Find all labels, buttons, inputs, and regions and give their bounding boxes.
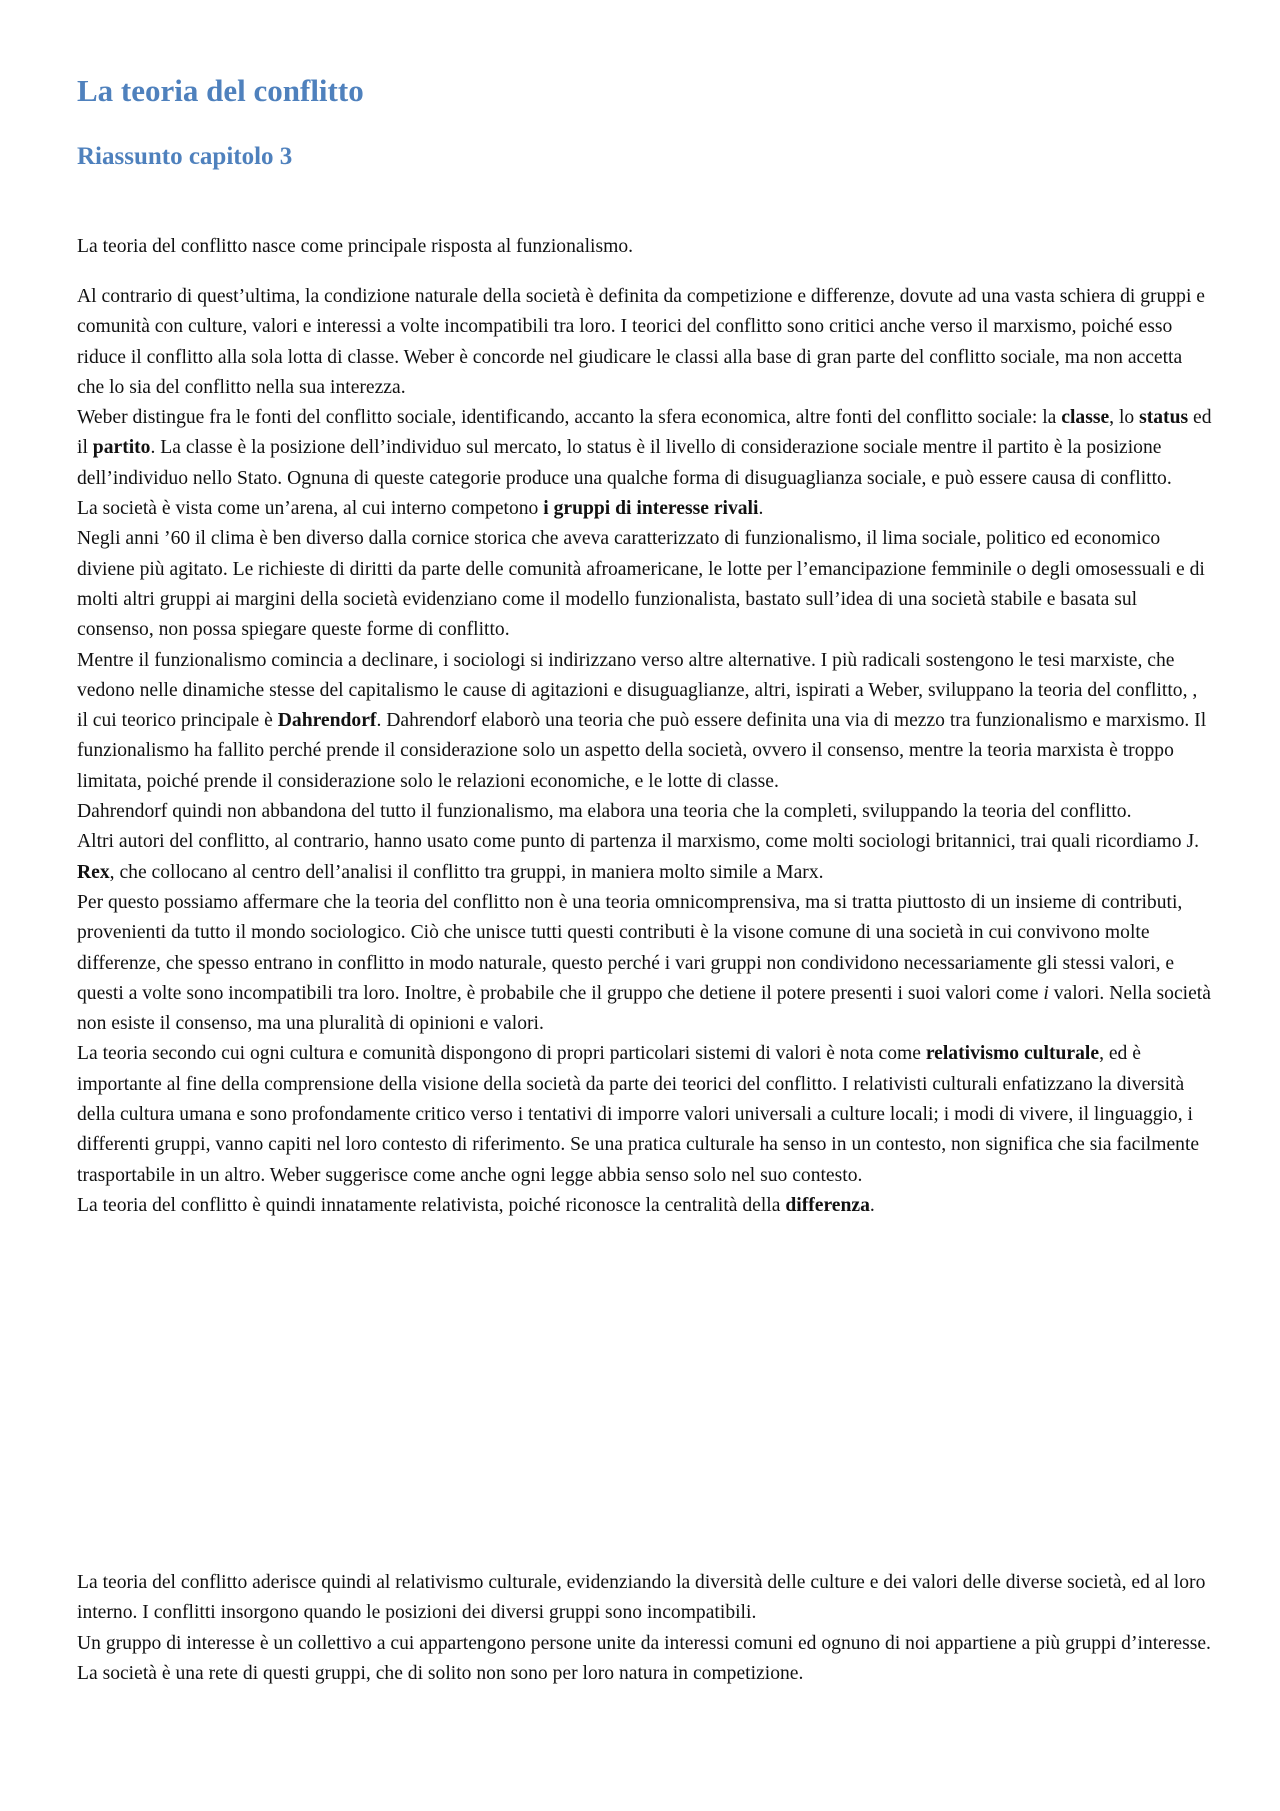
text-run: ed il	[77, 407, 1212, 459]
paragraph-weber-sources	[77, 403, 1213, 494]
term-differenza: differenza	[785, 1194, 870, 1216]
paragraph-rex	[77, 827, 1213, 888]
main-text-block	[77, 282, 1213, 1221]
text-run: La teoria secondo cui ogni cultura e comunità dispongono di propri particolari sistemi di valori è nota come	[77, 1043, 926, 1065]
text-run: Mentre il funzionalismo comincia a declinare, i sociologi si indirizzano verso altre alternative. I più radicali sostengono le tesi marxiste, che vedono nelle dinamiche stesse del capitalismo le cause di agitazioni e disuguaglianze, altri, ispirati a Weber, sviluppano la teoria del conflitto, , il cui teorico principale è	[77, 649, 1198, 732]
document-title: La teoria del conflitto	[77, 73, 364, 108]
emphasis-i: i	[1043, 982, 1049, 1004]
text-run: Altri autori del conflitto, al contrario, hanno usato come punto di partenza il marxismo, come molti sociologi britannici, trai quali ricordiamo J.	[77, 831, 1200, 853]
paragraph-interest-groups: Un gruppo di interesse è un collettivo a cui appartengono persone unite da interessi comuni ed ognuno di noi appartiene a più gruppi d’interesse. La società è una rete di questi gruppi, che di solito non sono per loro natura in competizione.	[77, 1632, 1211, 1684]
paragraph-relativism	[77, 1039, 1213, 1190]
term-classe: classe	[1061, 407, 1110, 429]
term-status: status	[1139, 407, 1189, 429]
paragraph-arena	[77, 494, 1213, 524]
paragraph-dahrendorf-functionalism: Dahrendorf quindi non abbandona del tutto il funzionalismo, ma elabora una teoria che la completi, sviluppando la teoria del conflitto.	[77, 801, 1132, 823]
paragraph-sixties: Negli anni ’60 il clima è ben diverso dalla cornice storica che aveva caratterizzato di funzionalismo, il lima sociale, politico ed economico diviene più agitato. Le richieste di diritti da parte delle comunità afroamericane, le lotte per l’emancipazione femminile o degli omosessuali e di molti altri gruppi ai margini della società evidenziano come il modello funzionalista, bastato sull’idea di una società stabile e basata sul consenso, non possa spiegare queste forme di conflitto.	[77, 528, 1205, 641]
intro-block	[77, 232, 1213, 262]
term-rex: Rex	[77, 861, 110, 883]
text-run: , che collocano al centro dell’analisi il conflitto tra gruppi, in maniera molto simile a Marx.	[109, 861, 824, 883]
text-run: .	[869, 1194, 875, 1216]
intro-paragraph: La teoria del conflitto nasce come principale risposta al funzionalismo.	[77, 236, 634, 257]
text-run: Per questo possiamo affermare che la teoria del conflitto non è una teoria omnicomprensiva, ma si tratta piuttosto di un insieme di contributi, provenienti da tutto il mondo sociologico. Ciò che unisce tutti questi contributi è la visone comune di una società in cui convivono molte differenze, che spesso entrano in conflitto in modo naturale, questo perché i vari gruppi non condividono necessariamente gli stessi valori, e questi a volte sono incompatibili tra loro. Inoltre, è probabile che il gruppo che detiene il potere presenti i suoi valori come	[77, 891, 1183, 1004]
text-run: valori. Nella società non esiste il consenso, ma una pluralità di opinioni e valori.	[77, 982, 1211, 1035]
paragraph-contributions	[77, 888, 1213, 1039]
text-run: La teoria del conflitto è quindi innatamente relativista, poiché riconosce la centralità della	[77, 1194, 786, 1216]
text-run: . La classe è la posizione dell’individuo sul mercato, lo status è il livello di considerazione sociale mentre il partito è la posizione dell’individuo nello Stato. Ognuna di queste categorie produce una qualche forma di disuguaglianza sociale, e può essere causa di conflitto.	[77, 437, 1172, 489]
text-run: , lo	[1109, 407, 1140, 429]
paragraph-dahrendorf	[77, 646, 1213, 797]
text-run: . Dahrendorf elaborò una teoria che può essere definita una via di mezzo tra funzionalismo e marxismo. Il funzionalismo ha fallito perché prende il considerazione solo un aspetto della società, ovvero il consenso, mentre la teoria marxista è troppo limitata, poiché prende il considerazione solo le relazioni economiche, e le lotte di classe.	[77, 710, 1207, 792]
closing-text-block	[77, 1568, 1213, 1689]
text-run: , ed è importante al fine della comprensione della visione della società da parte dei teorici del conflitto. I relativisti culturali enfatizzano la diversità della cultura umana e sono profondamente critico verso i tentativi di imporre valori universali a culture locali; i modi di vivere, il linguaggio, i differenti gruppi, vanno capiti nel loro contesto di riferimento. Se una pratica culturale ha senso in un contesto, non significa che sia facilmente trasportabile in un altro. Weber suggerisce come anche ogni legge abbia senso solo nel suo contesto.	[77, 1043, 1200, 1186]
text-run: La società è vista come un’arena, al cui interno competono	[77, 498, 544, 520]
term-gruppi-interesse: i gruppi di interesse rivali	[543, 498, 759, 520]
paragraph-competition: Al contrario di quest’ultima, la condizione naturale della società è definita da competizione e differenze, dovute ad una vasta schiera di gruppi e comunità con culture, valori e interessi a volte incompatibili tra loro. I teorici del conflitto sono critici anche verso il marxismo, poiché esso riduce il conflitto alla sola lotta di classe. Weber è concorde nel giudicare le classi alla base di gran parte del conflitto sociale, ma non accetta che lo sia del conflitto nella sua interezza.	[77, 286, 1206, 398]
text-run: .	[758, 498, 764, 520]
document-subtitle: Riassunto capitolo 3	[77, 143, 293, 170]
paragraph-difference	[77, 1191, 1213, 1221]
paragraph-cultural-relativism: La teoria del conflitto aderisce quindi al relativismo culturale, evidenziando la diversità delle culture e dei valori delle diverse società, ed al loro interno. I conflitti insorgono quando le posizioni dei diversi gruppi sono incompatibili.	[77, 1572, 1206, 1624]
term-relativismo-culturale: relativismo culturale	[925, 1043, 1100, 1065]
term-partito: partito	[92, 437, 151, 459]
term-dahrendorf: Dahrendorf	[277, 710, 377, 732]
text-run: Weber distingue fra le fonti del conflitto sociale, identificando, accanto la sfera economica, altre fonti del conflitto sociale: la	[77, 407, 1062, 429]
